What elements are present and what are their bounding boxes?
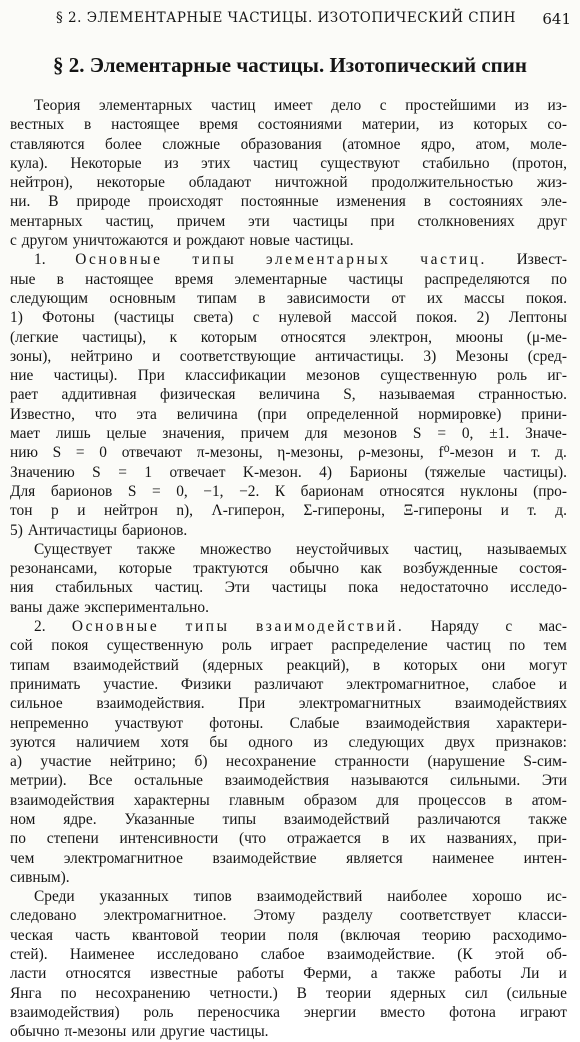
text-line: принимать участие. Физики различают электромагнитное, слабое и	[10, 675, 567, 693]
text-line: ваны даже экспериментально.	[10, 598, 209, 616]
text-line: чем электромагнитное взаимодействие является наименее интен-	[10, 849, 567, 867]
text-line: сивным).	[10, 868, 70, 886]
text-line: по степени интенсивности (что отражается в их названиях, при-	[10, 830, 567, 848]
text-line: ческая часть квантовой теории поля (включая теорию расходимо-	[10, 926, 567, 944]
text-line: (легкие частицы), к которым относятся электрон, мюоны (μ-ме-	[10, 328, 567, 346]
text-line: с другом уничтожаются и рождают новые частицы.	[10, 232, 354, 250]
text-line: типам взаимодействий (ядерных реакций), в которых они могут	[10, 656, 567, 674]
text-line: ставляются более сложные образования (атомное ядро, атом, моле-	[10, 135, 567, 153]
paragraph	[10, 540, 567, 617]
text-line: тон p и нейтрон n), Λ-гиперон, Σ-гипероны, Ξ-гипероны и т. д.	[10, 502, 567, 520]
text-line: рает аддитивная физическая величина S, называемая странностью.	[10, 386, 567, 404]
text-line: ние частицы). При классификации мезонов существенную роль иг-	[10, 367, 567, 385]
paragraph	[10, 250, 567, 539]
paragraph	[10, 887, 567, 1041]
text-line: Среди указанных типов взаимодействий наиболее хорошо ис-	[34, 888, 567, 906]
text-line: резонансами, которые трактуются обычно как возбужденные состоя-	[10, 560, 567, 578]
paragraph	[10, 617, 567, 887]
text-line: следовано электромагнитное. Этому разделу соответствует класси-	[10, 907, 567, 925]
text-line: сильное взаимодействия. При электромагнитных взаимодействиях	[10, 695, 567, 713]
section-title: § 2. Элементарные частицы. Изотопический спин	[53, 53, 527, 77]
text-line: а) участие нейтрино; б) несохранение странности (нарушение S-сим-	[10, 753, 567, 771]
paragraph	[10, 96, 567, 250]
text-line: Существует также множество неустойчивых частиц, называемых	[34, 540, 567, 558]
text-line: метрии). Все остальные взаимодействия называются сильными. Эти	[10, 772, 567, 790]
running-title: § 2. ЭЛЕМЕНТАРНЫЕ ЧАСТИЦЫ. ИЗОТОПИЧЕСКИЙ СПИН	[56, 10, 516, 26]
text-line: ные в настоящее время элементарные частицы распределяются по	[10, 270, 567, 288]
text-line: нию S = 0 отвечают π-мезоны, η-мезоны, ρ-мезоны, f⁰-мезон и т. д.	[10, 444, 567, 462]
text-line: мает лишь целые значения, причем для мезонов S = 0, ±1. Значе-	[10, 425, 567, 443]
text-line: 2. Основные типы взаимодействий. Наряду с мас-	[34, 618, 567, 636]
text-line: ласти относятся известные работы Ферми, а также работы Ли и	[10, 965, 567, 983]
text-line: Янга по несохранению четности.) В теории ядерных сил (сильные	[10, 984, 567, 1002]
text-line: 1. Основные типы элементарных частиц. Извест-	[34, 251, 567, 269]
text-line: ни. В природе происходят постоянные изменения в состояниях эле-	[10, 193, 567, 211]
text-line: кула). Некоторые из этих частиц существуют стабильно (протон,	[10, 154, 567, 172]
text-line: зоны), нейтрино и соответствующие античастицы. 3) Мезоны (сред-	[10, 347, 567, 365]
text-line: взаимодействия) роль переносчика энергии вместо фотона играют	[10, 1003, 567, 1021]
text-line: вестных в настоящее время состояниями материи, из которых со-	[10, 116, 567, 134]
text-line: Известно, что эта величина (при определенной нормировке) прини-	[10, 405, 567, 423]
text-line: Для барионов S = 0, −1, −2. К барионам относятся нуклоны (про-	[10, 482, 567, 500]
running-header	[56, 10, 571, 26]
text-line: следующим основным типам в зависимости от их массы покоя.	[10, 289, 567, 307]
text-line: непременно участвуют фотоны. Слабые взаимодействия характери-	[10, 714, 567, 732]
page-number: 641	[542, 10, 571, 28]
text-line: ментарных частиц, причем эти частицы при столкновениях друг	[10, 212, 567, 230]
text-line: обычно π-мезоны или другие частицы.	[10, 1023, 269, 1041]
text-line: зуются наличием хотя бы одного из следующих двух признаков:	[10, 733, 567, 751]
text-line: ном ядре. Указанные типы взаимодействий различаются также	[10, 810, 567, 828]
text-line: сой покоя существенную роль играет распределение частиц по тем	[10, 637, 567, 655]
text-line: ния стабильных частиц. Эти частицы пока недостаточно исследо-	[10, 579, 567, 597]
text-line: нейтрон), некоторые обладают ничтожной продолжительностью жиз-	[10, 174, 567, 192]
text-line: 1) Фотоны (частицы света) с нулевой массой покоя. 2) Лептоны	[10, 309, 567, 327]
text-line: Теория элементарных частиц имеет дело с простейшими из из-	[34, 97, 567, 114]
text-line: Значению S = 1 отвечает K-мезон. 4) Барионы (тяжелые частицы).	[10, 463, 567, 481]
body-text	[10, 96, 567, 1042]
text-line: взаимодействия характерны главным образом для процессов в атом-	[10, 791, 567, 809]
text-line: стей). Наименее исследовано слабое взаимодействие. (К этой об-	[10, 946, 567, 964]
text-line: 5) Античастицы барионов.	[10, 521, 188, 539]
